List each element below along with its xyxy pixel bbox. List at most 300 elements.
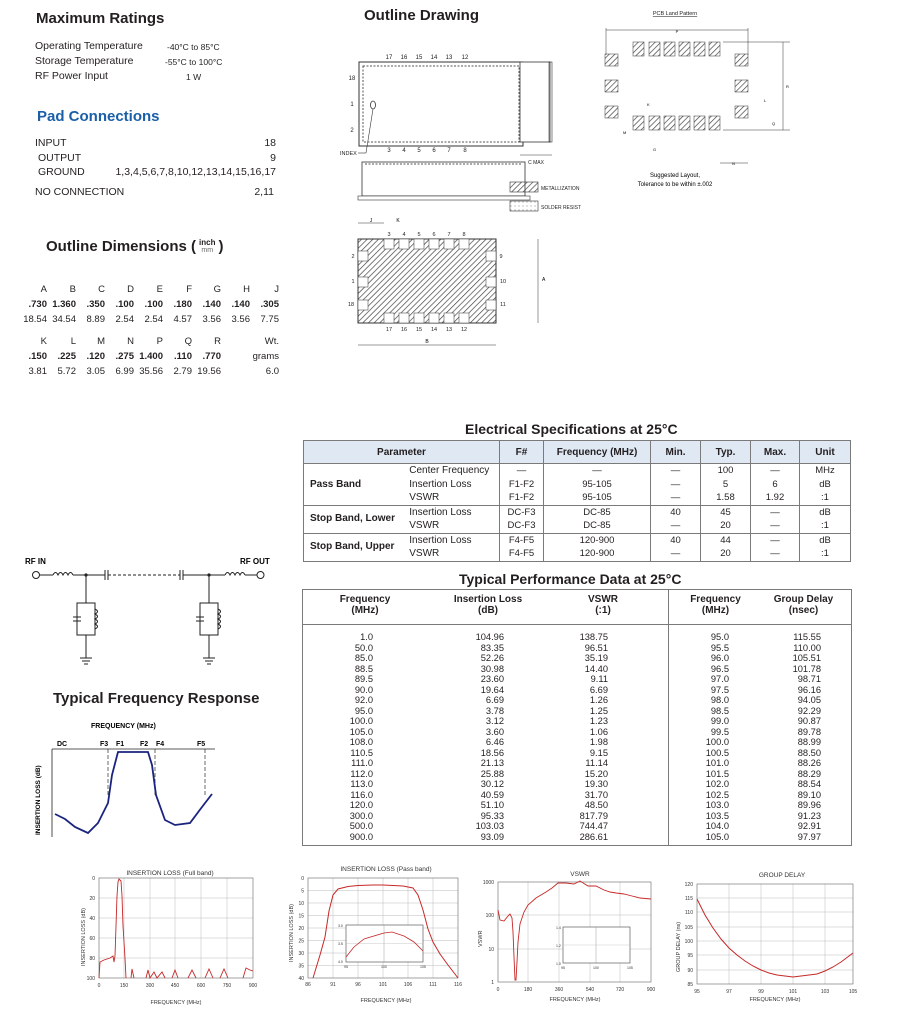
freq-cell: 88.5 [354,663,373,674]
svg-text:20: 20 [89,896,95,902]
freq-cell: 1.0 [360,632,373,642]
vswr-cell: 14.40 [584,663,608,674]
f-num: DC-F3 [500,519,544,533]
svg-text:106: 106 [403,982,413,988]
f-num: — [500,464,544,478]
pin-label: 12 [461,55,469,61]
dim-inch-value: .305 [260,299,279,310]
x-axis-label: FREQUENCY (MHz) [91,723,156,730]
freq-cell: 500.0 [349,821,373,831]
group-delay-cell: 90.87 [797,716,821,726]
svg-text:4.0: 4.0 [338,960,343,964]
performance-title: Typical Performance Data at 25°C [459,571,682,587]
chart-vswr [470,862,665,1012]
gd-freq-cell: 96.0 [710,653,729,663]
svg-text:150: 150 [119,983,129,989]
dim-inch-value: .350 [86,299,105,310]
pad-label: OUTPUT [38,152,82,164]
group-delay-cell: 101.78 [792,663,821,674]
marker-f1: F1 [116,741,125,748]
gd-freq-cell: 103.0 [705,800,729,810]
min: 40 [651,505,701,519]
freq-cell: 95.0 [354,705,373,716]
svg-text:13: 13 [445,327,453,333]
dim-mm-value: 2.54 [115,314,134,325]
insertion-loss-cell: 25.88 [480,768,504,779]
svg-text:0: 0 [92,876,95,882]
svg-text:720: 720 [615,987,625,993]
dimensions-table [18,282,279,379]
dim-mm-value: 3.56 [202,314,221,325]
pin-label: 15 [415,55,423,61]
col-header: Typ. [701,441,751,464]
param: VSWR [405,547,499,561]
vswr-cell: 1.23 [589,716,608,726]
gd-freq-cell: 104.0 [705,821,729,831]
dim-mm-value: 5.72 [57,366,76,377]
insertion-loss-cell: 19.64 [480,684,504,695]
svg-text:12: 12 [460,327,468,333]
svg-text:103: 103 [820,989,830,995]
col-header: Frequency (MHz) [339,594,391,616]
dim-letter: C [98,284,105,295]
vswr-cell: 9.15 [589,747,608,758]
dim-mm-value: 4.57 [173,314,192,325]
group-delay-cell: 88.29 [797,768,821,779]
dim-mm-value [221,364,250,379]
group-delay-cell: 94.05 [797,695,821,705]
gd-freq-cell: 102.5 [705,789,729,800]
dim-letter: L [70,336,76,347]
svg-text:1.0: 1.0 [556,962,561,966]
svg-text:99: 99 [758,989,764,995]
min: — [651,464,701,478]
rating-value: -55°C to 100°C [165,57,223,67]
pin-label: 1 [350,102,354,108]
svg-text:540: 540 [585,987,595,993]
gd-freq-cell: 99.5 [710,726,729,737]
svg-text:3.5: 3.5 [338,942,343,946]
pin-label: 16 [400,55,408,61]
insertion-loss-cell: 104.96 [475,632,504,642]
group-delay-cell: 88.99 [797,737,821,747]
dim-mm-value: 3.81 [28,366,47,377]
col-gd-frequency [701,632,729,842]
x-axis-label: FREQUENCY (MHz) [150,1000,202,1006]
dim-mm-value: 8.89 [86,314,105,325]
vswr-cell: 48.50 [584,800,608,810]
insertion-loss-cell: 93.09 [480,831,504,842]
outline-drawing-top-view [330,45,600,215]
group-delay-cell: 91.23 [797,810,821,821]
svg-text:6: 6 [432,232,436,238]
min: 40 [651,533,701,547]
svg-text:14: 14 [430,327,438,333]
gd-freq-cell: 95.5 [710,642,729,653]
freq-cell: 50.0 [354,642,373,653]
marker-f2: F2 [140,741,149,748]
svg-text:105: 105 [627,966,633,970]
svg-text:7: 7 [447,232,451,238]
dim-letter: F [186,284,192,295]
dim-mm-value: 34.54 [52,314,76,325]
freq-cell: 105.0 [349,726,373,737]
col-frequency [343,632,373,842]
rf-in-port-icon [33,572,40,579]
typ: 5 [701,478,751,492]
svg-text:85: 85 [687,982,693,988]
dim-mm [18,312,279,327]
marker-f4: F4 [156,741,165,748]
param: Center Frequency [405,464,499,478]
svg-text:101: 101 [378,982,388,988]
marker-dc: DC [57,741,68,748]
y-axis-label: INSERTION LOSS (dB) [289,904,295,962]
insertion-loss-cell: 95.33 [480,810,504,821]
svg-text:15: 15 [415,327,423,333]
max: 6 [751,478,800,492]
svg-text:60: 60 [89,936,95,942]
unit-inch: inch [199,237,216,247]
max: — [751,547,800,561]
insertion-loss-cell: 6.69 [485,695,504,705]
freq-cell: 111.0 [351,758,373,768]
dim-inch-value: .140 [202,299,221,310]
dim-inch-value: .225 [57,351,76,362]
svg-text:105: 105 [684,925,693,931]
svg-text:91: 91 [330,982,336,988]
pad-connections-title: Pad Connections [37,108,160,125]
svg-text:100: 100 [485,913,494,919]
svg-text:4: 4 [402,232,406,238]
svg-text:16: 16 [400,327,408,333]
vswr-cell: 15.20 [584,768,608,779]
param: VSWR [405,491,499,505]
spec-row [304,533,851,547]
dim-n-label: N [732,161,735,166]
freq-cell: 92.0 [354,695,373,705]
svg-text:100: 100 [684,939,693,945]
col-group-delay [785,632,821,842]
pin-label: 17 [385,55,393,61]
pcb-note-line2: Tolerance to be within ±.002 [637,182,713,188]
svg-text:1000: 1000 [482,880,494,886]
marker-f3: F3 [100,741,109,748]
group-delay-cell: 105.51 [792,653,821,663]
svg-text:90: 90 [687,968,693,974]
c-max-label: C MAX [528,160,544,166]
max: — [751,464,800,478]
dim-letter: Q [184,336,192,347]
svg-text:360: 360 [554,987,564,993]
column-divider [668,590,669,845]
dim-r-label: R [786,84,789,89]
f-num: F1-F2 [500,491,544,505]
maximum-ratings-title: Maximum Ratings [36,10,165,27]
unit: dB [800,505,851,519]
freq-cell: 108.0 [349,737,373,747]
svg-text:17: 17 [385,327,393,333]
rf-out-port-icon [257,572,264,579]
pad-label: INPUT [35,137,67,149]
col-header: F# [500,441,544,464]
typ: 20 [701,519,751,533]
vswr-cell: 1.25 [589,705,608,716]
dim-inch-value: .275 [115,351,134,362]
dim-q-label: Q [772,121,776,126]
param: Insertion Loss [405,533,499,547]
rf-in-label: RF IN [25,557,46,566]
dim-p-label: P [675,29,679,34]
dim-g-label: G [653,147,657,152]
min: — [651,547,701,561]
dim-inch-value: grams [252,351,279,362]
dim-letter: Wt. [264,336,279,347]
dim-inch-value: .770 [202,351,221,362]
col-header: Parameter [304,441,500,464]
param: VSWR [405,519,499,533]
dim-letter: J [274,284,279,295]
unit-fraction [199,239,215,255]
dim-a-label: A [542,277,546,283]
pin-label: 6 [432,148,436,154]
group-label: Pass Band [304,464,406,506]
svg-text:10: 10 [298,901,304,907]
min: — [651,478,701,492]
col-header: Frequency (MHz) [690,594,741,616]
dim-mm-value: 6.99 [115,366,134,377]
rating-label: Operating Temperature [35,40,143,52]
svg-text:100: 100 [381,965,387,969]
vswr-cell: 6.69 [589,684,608,695]
gd-freq-cell: 101.5 [705,768,729,779]
pin-label: 8 [463,148,467,154]
rating-value: -40°C to 85°C [167,42,220,52]
dim-mm [18,364,279,379]
dim-letter: N [127,336,134,347]
svg-text:5: 5 [301,888,304,895]
gd-freq-cell: 102.0 [705,779,729,789]
chart-insertion-loss-full [60,866,270,1014]
insertion-loss-cell: 51.10 [480,800,504,810]
group-delay-cell: 96.16 [797,684,821,695]
typical-response-title: Typical Frequency Response [53,690,260,707]
filter-schematic [25,553,280,668]
gd-freq-cell: 95.0 [710,632,729,642]
pin-label: 7 [447,148,451,154]
svg-text:20: 20 [298,926,304,932]
dim-inch-value: 1.360 [52,299,76,310]
unit: :1 [800,519,851,533]
param: Insertion Loss [405,505,499,519]
freq: — [544,464,651,478]
freq: DC-85 [544,505,651,519]
outline-dimensions-title [46,238,223,255]
dim-inch [18,349,279,364]
col-header: Insertion Loss (dB) [453,594,523,616]
svg-text:95: 95 [694,989,700,995]
gd-freq-cell: 100.5 [705,747,729,758]
inductor-icon [53,573,73,576]
pin-label: 5 [417,148,421,154]
freq-cell: 300.0 [349,810,373,821]
dim-k-label: K [396,218,400,224]
chart-title: INSERTION LOSS (Full band) [126,870,214,877]
vswr-cell: 286.61 [579,831,608,842]
freq: 120-900 [544,533,651,547]
gd-freq-cell: 105.0 [705,831,729,842]
svg-text:900: 900 [646,987,656,993]
group-delay-cell: 89.10 [797,789,821,800]
dim-mm-value: 6.0 [265,366,279,377]
chart-title: INSERTION LOSS (Pass band) [340,866,432,873]
spec-row [304,505,851,519]
pad-value: 18 [264,137,276,149]
insertion-loss-cell: 103.03 [475,821,504,831]
svg-text:10: 10 [499,279,507,285]
dim-j-label: J [369,218,373,224]
dim-letter [221,334,250,349]
pcb-land-pattern [595,0,815,200]
typ: 45 [701,505,751,519]
freq-cell: 113.0 [350,779,373,789]
col-header: Max. [751,441,800,464]
dim-letter: R [214,336,221,347]
svg-text:116: 116 [454,982,462,988]
dim-mm-value: 35.56 [139,366,163,377]
dim-inch-value: 1.400 [139,351,163,362]
f-num: F1-F2 [500,478,544,492]
unit: dB [800,533,851,547]
dim-letter: E [156,284,163,295]
pin-label: 4 [402,148,406,154]
group-delay-cell: 97.97 [797,831,821,842]
f-num: F4-F5 [500,547,544,561]
svg-text:120: 120 [684,882,693,888]
max: — [751,505,800,519]
vswr-cell: 1.26 [589,695,608,705]
x-axis-label: FREQUENCY (MHz) [749,997,801,1003]
freq-cell: 85.0 [354,653,373,663]
svg-text:40: 40 [89,916,95,922]
dim-inch-value: .140 [231,299,250,310]
vswr-cell: 96.51 [584,642,608,653]
performance-header [303,590,851,625]
svg-text:0: 0 [496,987,500,993]
performance-table [302,589,852,846]
dim-inch-value: .100 [144,299,163,310]
rating-label: RF Power Input [35,70,108,82]
svg-text:10: 10 [488,947,494,953]
group-delay-cell: 110.00 [793,642,821,653]
col-insertion-loss [468,632,504,842]
pcb-note-line1: Suggested Layout, [649,173,701,179]
outline-drawing-title: Outline Drawing [364,7,480,24]
group-delay-cell: 88.50 [797,747,821,758]
svg-text:3.0: 3.0 [338,924,343,928]
gd-freq-cell: 101.0 [705,758,729,768]
svg-text:95: 95 [561,966,565,970]
insertion-loss-cell: 6.46 [485,737,504,747]
vswr-cell: 1.06 [589,726,608,737]
dim-letter: K [40,336,47,347]
electrical-specs-table [303,440,851,562]
x-axis-label: FREQUENCY (MHz) [360,998,412,1004]
svg-text:1.2: 1.2 [556,944,561,948]
group-delay-cell: 88.26 [797,758,821,768]
dim-letter: P [156,336,163,347]
dim-inch-value [221,349,250,364]
dim-letter: B [69,284,76,295]
dim-mm-value: 3.05 [86,366,105,377]
group-delay-cell: 92.91 [797,821,821,831]
typ: 44 [701,533,751,547]
svg-text:1.4: 1.4 [556,926,561,930]
freq-cell: 116.0 [350,789,373,800]
chart-insertion-loss-pass [280,862,475,1012]
svg-text:115: 115 [685,896,693,902]
electrical-specs-title: Electrical Specifications at 25°C [465,421,678,437]
unit: :1 [800,547,851,561]
title-text: Outline Dimensions ( [46,238,197,255]
insertion-loss-cell: 52.26 [480,653,504,663]
inductor-icon [225,573,245,576]
pad-label: NO CONNECTION [35,186,125,198]
typ: 100 [701,464,751,478]
freq-cell: 110.5 [350,747,373,758]
gd-freq-cell: 103.5 [705,810,729,821]
svg-text:100: 100 [593,966,599,970]
group-delay-cell: 88.54 [797,779,821,789]
chart-group-delay [665,862,865,1012]
vswr-cell: 817.79 [579,810,608,821]
group-delay-cell: 92.29 [797,705,821,716]
svg-text:11: 11 [500,302,506,308]
svg-text:105: 105 [420,965,426,969]
dim-inch-value: .120 [86,351,105,362]
dim-inch-value: .180 [173,299,192,310]
svg-text:95: 95 [687,953,693,959]
svg-text:450: 450 [170,983,180,989]
dim-mm-value: 18.54 [23,314,47,325]
freq-cell: 100.0 [349,716,373,726]
gd-freq-cell: 97.5 [710,684,729,695]
dim-inch-value: .150 [28,351,47,362]
group-delay-cell: 89.96 [797,800,821,810]
svg-text:9: 9 [499,254,503,260]
svg-text:105: 105 [848,989,858,995]
dim-letter: D [127,284,134,295]
svg-text:96: 96 [355,982,361,988]
dim-inch-value: .730 [28,299,47,310]
y-axis-label: INSERTION LOSS (dB) [81,908,87,966]
col-header: Unit [800,441,851,464]
insertion-loss-cell: 3.60 [485,726,504,737]
gd-freq-cell: 100.0 [705,737,729,747]
svg-text:25: 25 [298,938,304,945]
svg-text:101: 101 [788,989,798,995]
insertion-loss-cell: 83.35 [480,642,504,653]
vswr-cell: 9.11 [590,674,608,684]
svg-text:1: 1 [491,980,494,986]
spec-row [304,464,851,478]
vswr-cell: 11.14 [585,758,608,768]
freq-cell: 120.0 [349,800,373,810]
svg-text:900: 900 [248,983,258,989]
insertion-loss-cell: 30.12 [480,779,504,789]
group-delay-cell: 89.78 [797,726,821,737]
dim-b-label: B [425,339,429,345]
